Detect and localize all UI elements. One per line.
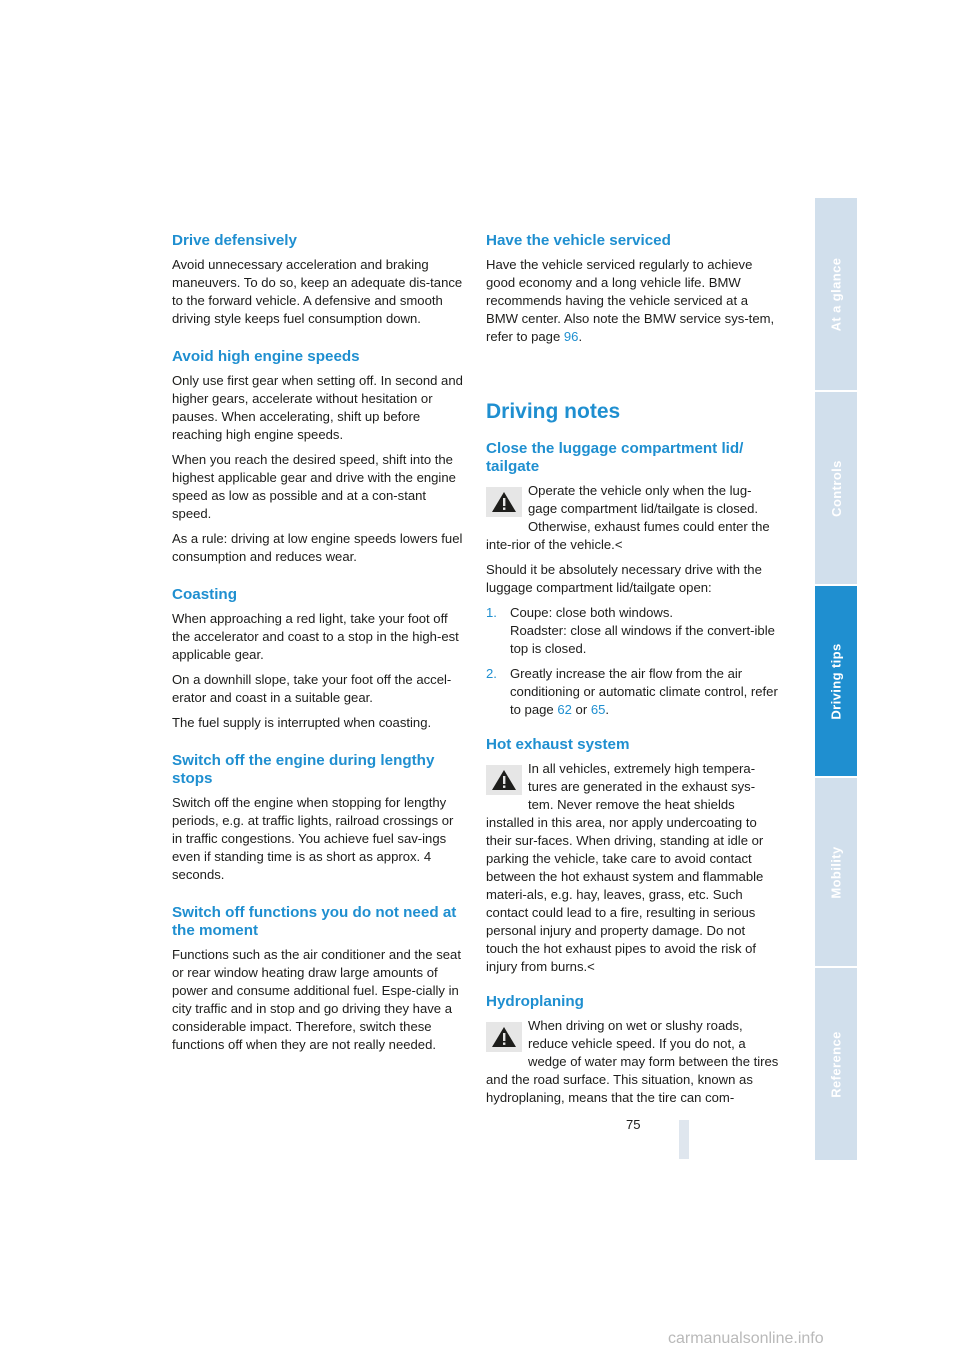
paragraph: Only use first gear when setting off. In second and higher gears, accelerate without hesitation or pauses. When accelerating, shift up before reaching high engine speeds. bbox=[172, 373, 463, 442]
list-number: 2. bbox=[486, 666, 497, 681]
page-link[interactable]: 65 bbox=[590, 702, 606, 717]
paragraph: Should it be absolutely necessary drive with the luggage compartment lid/tailgate open: bbox=[486, 562, 762, 595]
heading-vehicle-serviced: Have the vehicle serviced bbox=[486, 232, 671, 249]
sidebar-tabs bbox=[815, 198, 857, 1160]
warning-triangle-icon bbox=[486, 765, 522, 795]
list-item: 1. Coupe: close both windows. Roadster: close all windows if the convert-ible top is closed. bbox=[486, 605, 775, 656]
watermark: carmanualsonline.info bbox=[668, 1330, 824, 1347]
tab-controls[interactable]: Controls bbox=[815, 392, 857, 584]
tab-reference[interactable]: Reference bbox=[815, 968, 857, 1160]
list-number: 1. bbox=[486, 605, 497, 620]
paragraph: On a downhill slope, take your foot off the accel-erator and coast in a suitable gear. bbox=[172, 672, 452, 705]
paragraph: The fuel supply is interrupted when coasting. bbox=[172, 715, 432, 730]
list-item: 2. Greatly increase the air flow from the air conditioning or automatic climate control, refer to page 62 or 65. bbox=[486, 666, 778, 717]
paragraph: Avoid unnecessary acceleration and braking maneuvers. To do so, keep an adequate dis-tance to the forward vehicle. A defensive and smooth driving style keeps fuel consumption down. bbox=[172, 257, 463, 326]
paragraph: As a rule: driving at low engine speeds lowers fuel consumption and reduces wear. bbox=[172, 531, 463, 564]
heading-drive-defensively: Drive defensively bbox=[172, 232, 297, 249]
paragraph: When approaching a red light, take your foot off the accelerator and coast to a stop in the high-est applicable gear. bbox=[172, 611, 459, 662]
warning-block bbox=[486, 482, 779, 554]
heading-driving-notes: Driving notes bbox=[486, 400, 621, 423]
page-link[interactable]: 62 bbox=[557, 702, 572, 717]
warning-text: When driving on wet or slushy roads, reduce vehicle speed. If you do not, a wedge of water may form between the tires and the road surface. This situation, known as hydroplaning, means that the tire can com- bbox=[486, 1018, 779, 1105]
heading-luggage-compartment: Close the luggage compartment lid/ tailgate bbox=[486, 440, 744, 475]
warning-block bbox=[486, 1017, 779, 1107]
warning-text: Operate the vehicle only when the lug-gage compartment lid/tailgate is closed. Otherwise, exhaust fumes could enter the inte-rior of the vehicle.< bbox=[486, 483, 770, 552]
warning-text: In all vehicles, extremely high tempera-tures are generated in the exhaust sys- tem. Never remove the heat shields installed in this area, nor apply undercoating to their sur-faces. When driving, standing at idle or parking the vehicle, take care to avoid contact between the hot exhaust system and flammable materi-als, e.g. hay, leaves, grass, etc. Such contact could lead to a fire, resulting in serious personal injury and property damage. Do not touch the hot exhaust pipes to avoid the risk of injury from burns.< bbox=[486, 761, 764, 974]
heading-hot-exhaust: Hot exhaust system bbox=[486, 736, 630, 753]
right-column bbox=[486, 228, 779, 1114]
heading-avoid-high-engine-speeds: Avoid high engine speeds bbox=[172, 348, 360, 365]
page-number: 75 bbox=[626, 1117, 641, 1132]
heading-switch-off-engine: Switch off the engine during lengthy stops bbox=[172, 752, 435, 787]
warning-block bbox=[486, 760, 779, 976]
warning-triangle-icon bbox=[486, 487, 522, 517]
heading-switch-off-functions: Switch off functions you do not need at the moment bbox=[172, 904, 457, 939]
page-number-bar bbox=[679, 1120, 689, 1159]
paragraph: When you reach the desired speed, shift into the highest applicable gear and drive with the engine speed as low as possible and at a con-stant speed. bbox=[172, 452, 456, 521]
paragraph: Have the vehicle serviced regularly to achieve good economy and a long vehicle life. BMW recommends having the vehicle serviced at a BMW center. Also note the BMW service sys-tem, refer to page 96. bbox=[486, 257, 775, 344]
page-link[interactable]: 96 bbox=[563, 329, 579, 344]
heading-coasting: Coasting bbox=[172, 586, 237, 603]
tab-mobility[interactable]: Mobility bbox=[815, 778, 857, 966]
tab-driving-tips[interactable]: Driving tips bbox=[815, 586, 857, 776]
left-column bbox=[172, 228, 465, 1061]
paragraph: Functions such as the air conditioner and the seat or rear window heating draw large amounts of power and consume additional fuel. Espe-cially in city traffic and in stop and go driving they have a considerable impact. Therefore, switch these functions off when they are not really needed. bbox=[172, 947, 461, 1052]
paragraph: Switch off the engine when stopping for lengthy periods, e.g. at traffic lights, railroad crossings or in traffic congestions. You achieve fuel sav-ings even if standing time is as short as approx. 4 seconds. bbox=[172, 795, 454, 882]
heading-hydroplaning: Hydroplaning bbox=[486, 993, 584, 1010]
warning-triangle-icon bbox=[486, 1022, 522, 1052]
numbered-list bbox=[486, 604, 779, 719]
tab-at-a-glance[interactable]: At a glance bbox=[815, 198, 857, 390]
